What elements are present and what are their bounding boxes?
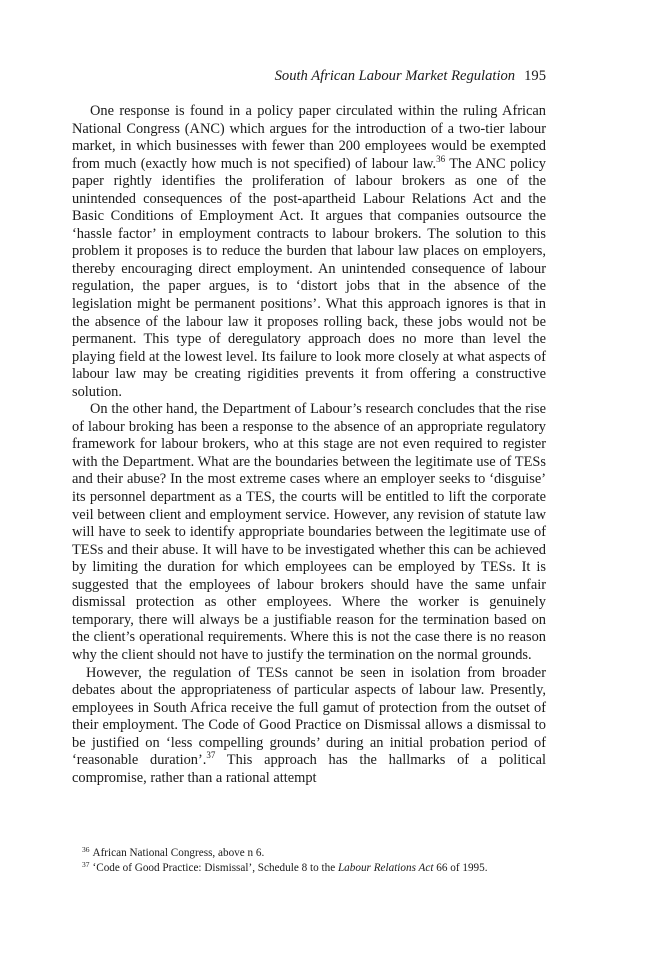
footnote-act-title: Labour Relations Act [337, 862, 434, 874]
footnote-number: 36 [82, 845, 90, 854]
paragraph-1 [72, 103, 546, 401]
book-page [72, 66, 546, 946]
running-head [72, 66, 546, 86]
footnotes [72, 846, 546, 876]
paragraph-1-text-a: One response is found in a policy paper circulated within the ruling African National Congress (ANC) which argues for the introduction of a two-tier labour market, in which businesses with fewer than 200 employees would be exempted from much (exactly how much is not specified) of labour law. [72, 103, 546, 172]
body-text [72, 103, 546, 787]
footnote-number: 37 [82, 860, 90, 869]
footnote-ref-37[interactable]: 37 [206, 750, 216, 761]
paragraph-3-text-a: However, the regulation of TESs cannot be seen in isolation from broader debates about the appropriateness of particular aspects of labour law. Presently, employees in South Africa receive the full gamut of protection from the outset of their employment. The Code of Good Practice on Dismissal allows a dismissal to be justified on ‘less compelling grounds’ during an initial probation period of ‘reasonable duration’. [72, 664, 546, 769]
paragraph-1-text-b: The ANC policy paper rightly identifies the proliferation of labour brokers as one of the unintended consequences of the post-apartheid Labour Relations Act and the Basic Conditions of Employment Act. It argues that companies outsource the ‘hassle factor’ in employment contracts to labour brokers. The solution to this problem it proposes is to reduce the burden that labour law places on employers, thereby encouraging direct employment. An unintended consequence of labour regulation, the paper argues, is to ‘distort jobs that in the absence of the legislation might be permanent positions’. What this approach ignores is that in the absence of the labour law it proposes rolling back, these jobs would not be permanent. This type of deregulatory approach does no more than level the playing field at the lowest level. Its failure to look more closely at what aspects of labour law may be creating rigidities prevents it from offering a constructive solution. [72, 155, 546, 400]
footnote-36 [72, 846, 546, 861]
paragraph-3 [72, 665, 546, 788]
footnote-text: African National Congress, above n 6. [92, 847, 265, 859]
running-head-title: South African Labour Market Regulation [274, 68, 516, 84]
page-number: 195 [524, 68, 546, 84]
paragraph-2: On the other hand, the Department of Labour’s research concludes that the rise of labour broking has been a response to the absence of an appropriate regulatory framework for labour brokers, who at this stage are not even required to register with the Department. What are the boundaries between the legitimate use of TESs and their abuse? In the most extreme cases where an employer seeks to ‘disguise’ its personnel department as a TES, the courts will be entitled to lift the corporate veil between client and employment service. However, any revision of statute law will have to seek to identify appropriate boundaries between the legitimate use of TESs and their abuse. It will have to be investigated whether this can be achieved by limiting the duration for which employees can be employed by TESs. It is suggested that the employees of labour brokers should have the same unfair dismissal protection as other employees. Where the worker is genuinely temporary, there will always be a justifiable reason for the termination based on the client’s operational requirements. Where this is not the case there is no reason why the client should not have to justify the termination on the normal grounds. [72, 401, 546, 663]
paragraph-3-text-b: This approach has the hallmarks of a political compromise, rather than a rational attempt [72, 752, 546, 786]
footnote-text: ‘Code of Good Practice: Dismissal’, Schedule 8 to the [92, 862, 338, 874]
footnote-ref-36[interactable]: 36 [436, 153, 446, 164]
footnote-text-end: 66 of 1995. [433, 862, 488, 874]
footnote-37 [72, 861, 546, 876]
